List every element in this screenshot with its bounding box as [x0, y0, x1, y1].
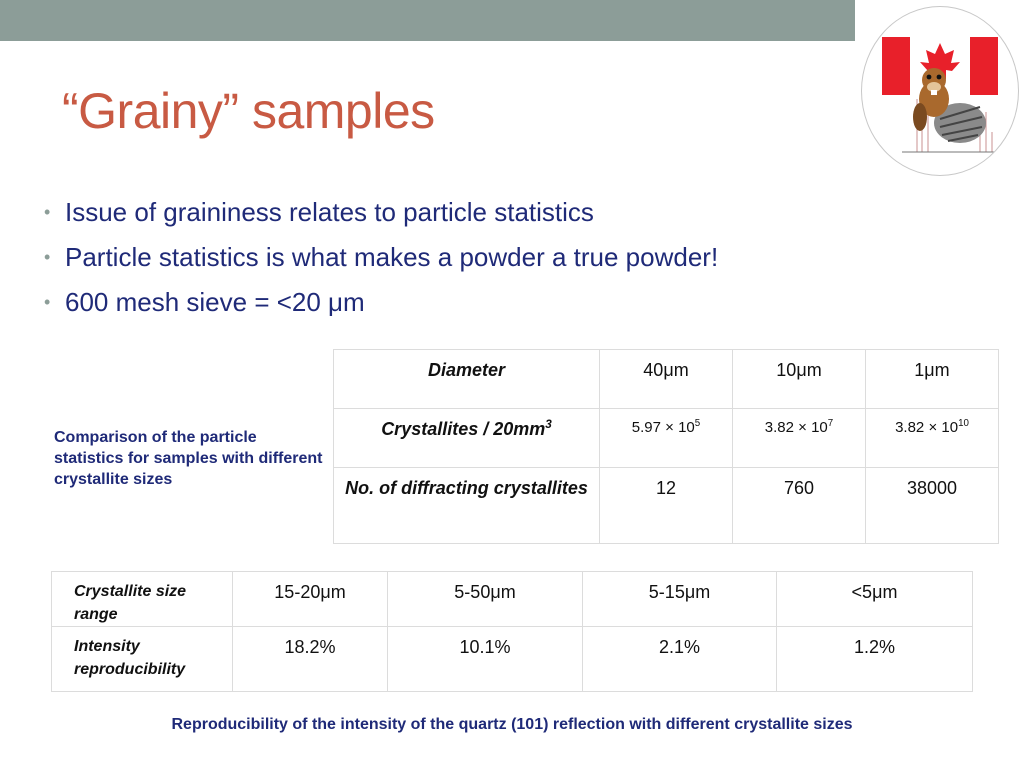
table-cell: 15-20μm	[233, 572, 388, 627]
cell-base: 5.97 × 10	[631, 419, 695, 436]
table-cell: 5-15μm	[583, 572, 777, 627]
table-cell: 12	[600, 468, 733, 544]
table-row	[334, 409, 999, 468]
table-cell	[733, 409, 866, 468]
table-cell: 10μm	[733, 350, 866, 409]
table-cell: 18.2%	[233, 627, 388, 692]
row-header-intensity: Intensity reproducibility	[52, 627, 233, 692]
table-cell: 5-50μm	[388, 572, 583, 627]
canada-flag-beaver-icon	[861, 6, 1019, 176]
top-accent-bar	[0, 0, 855, 41]
bullet-item: • Particle statistics is what makes a powder a true powder!	[44, 239, 718, 284]
particle-statistics-caption: Comparison of the particle statistics for samples with different crystallite sizes	[54, 429, 323, 488]
table-cell: 1μm	[866, 350, 999, 409]
table-cell	[866, 409, 999, 468]
table-row	[52, 572, 973, 627]
table-row	[334, 468, 999, 544]
row-header-diffracting: No. of diffracting crystallites	[334, 468, 600, 544]
superscript: 3	[545, 418, 552, 431]
table-cell: <5μm	[777, 572, 973, 627]
table-cell: 760	[733, 468, 866, 544]
bullet-item: • 600 mesh sieve = <20 μm	[44, 284, 718, 329]
bullet-item: • Issue of graininess relates to particle statistics	[44, 194, 718, 239]
cell-base: 3.82 × 10	[764, 419, 828, 436]
particle-statistics-table	[333, 349, 999, 544]
table-cell: 10.1%	[388, 627, 583, 692]
row-header-crystallites	[334, 409, 600, 468]
table-row	[52, 627, 973, 692]
slide-title: “Grainy” samples	[62, 83, 435, 139]
exponent: 5	[694, 418, 701, 429]
table-cell: 1.2%	[777, 627, 973, 692]
row-header-text: Crystallites / 20mm	[381, 419, 546, 439]
table-row	[334, 350, 999, 409]
table-cell: 2.1%	[583, 627, 777, 692]
bullet-list	[44, 194, 718, 329]
reproducibility-caption: Reproducibility of the intensity of the quartz (101) reflection with different crystallite sizes	[171, 716, 853, 733]
exponent: 7	[827, 418, 834, 429]
table-cell: 38000	[866, 468, 999, 544]
table-cell: 40μm	[600, 350, 733, 409]
exponent: 10	[958, 418, 969, 429]
cell-base: 3.82 × 10	[895, 419, 959, 436]
table-cell	[600, 409, 733, 468]
row-header-diameter: Diameter	[334, 350, 600, 409]
row-header-size-range: Crystallite size range	[52, 572, 233, 627]
reproducibility-table	[51, 571, 973, 692]
